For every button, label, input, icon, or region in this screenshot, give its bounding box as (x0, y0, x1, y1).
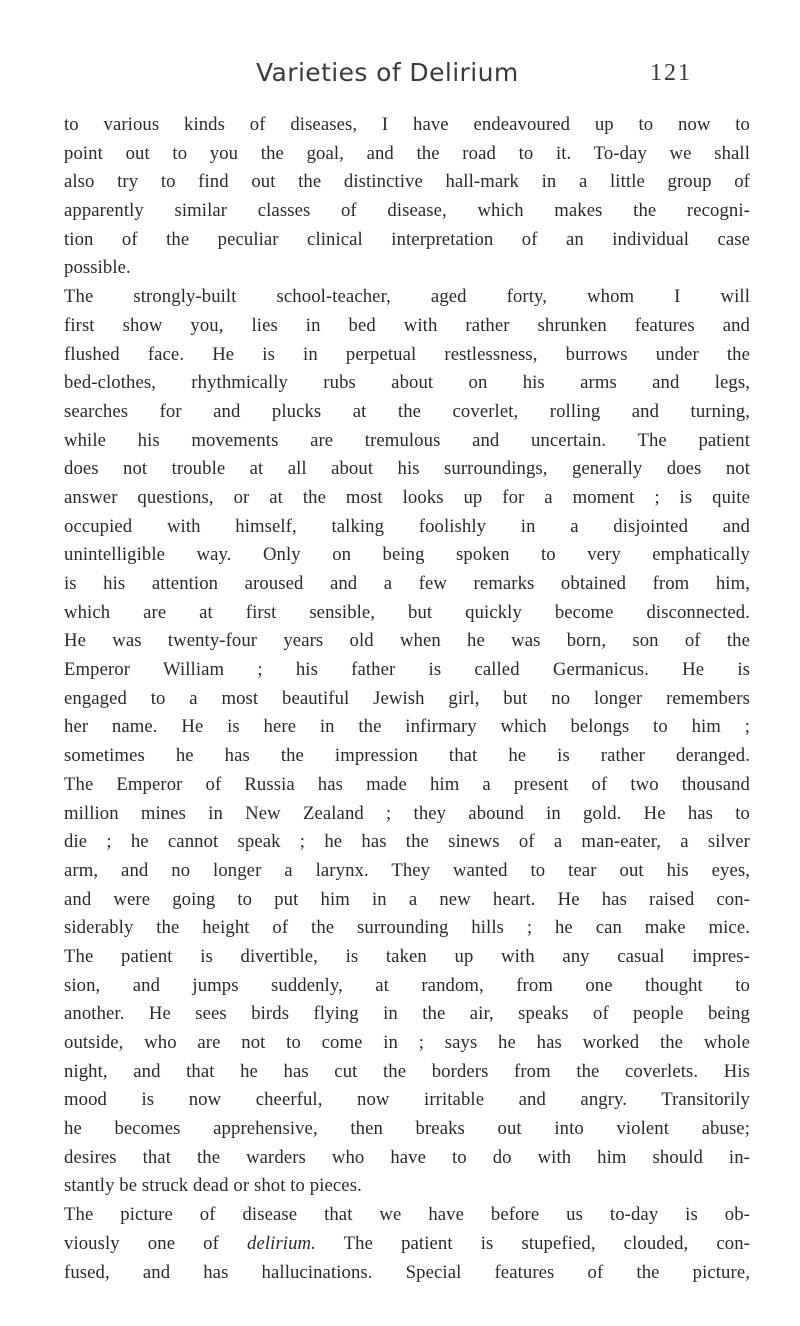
text-line: The strongly-built school-teacher, aged forty, whom I will (64, 286, 750, 308)
text-span: viously one of (64, 1232, 219, 1254)
text-line: another. He sees birds flying in the air, speaks of people being (64, 1003, 750, 1025)
text-line: fused, and has hallucinations. Special features of the picture, (64, 1261, 750, 1283)
text-line: desires that the warders who have to do with him should in- (64, 1146, 750, 1168)
text-line: siderably the height of the surrounding hills ; he can make mice. (64, 917, 750, 939)
text-line: is his attention aroused and a few remarks obtained from him, (64, 573, 750, 594)
text-line: night, and that he has cut the borders from the coverlets. His (64, 1060, 750, 1082)
text-line: to various kinds of diseases, I have endeavoured up to now to (64, 114, 750, 135)
text-line: sometimes he has the impression that he is rather deranged. (64, 745, 750, 767)
text-line: flushed face. He is in perpetual restlessness, burrows under the (64, 343, 750, 365)
running-head (0, 58, 800, 98)
page-number: 121 (650, 60, 692, 86)
text-line: possible. (64, 257, 131, 279)
text-line: arm, and no longer a larynx. They wanted to tear out his eyes, (64, 859, 750, 881)
text-span: The patient is stupefied, clouded, con- (343, 1232, 750, 1254)
text-line: million mines in New Zealand ; they abound in gold. He has to (64, 802, 750, 824)
running-title: Varieties of Delirium (256, 58, 519, 87)
text-line: engaged to a most beautiful Jewish girl, but no longer remembers (64, 687, 750, 709)
text-line: apparently similar classes of disease, which makes the recogni- (64, 200, 750, 222)
text-line: die ; he cannot speak ; he has the sinews of a man-eater, a silver (64, 831, 750, 853)
body-text (64, 111, 750, 1287)
text-line: tion of the peculiar clinical interpretation of an individual case (64, 228, 750, 250)
text-line: bed-clothes, rhythmically rubs about on his arms and legs, (64, 372, 750, 394)
text-line: point out to you the goal, and the road to it. To-day we shall (64, 142, 750, 164)
text-line: sion, and jumps suddenly, at random, from one thought to (64, 974, 750, 996)
text-line: he becomes apprehensive, then breaks out into violent abuse; (64, 1118, 750, 1140)
text-line: outside, who are not to come in ; says he has worked the whole (64, 1032, 750, 1053)
text-line: stantly be struck dead or shot to pieces. (64, 1175, 362, 1197)
text-line: first show you, lies in bed with rather shrunken features and (64, 314, 750, 336)
text-line: also try to find out the distinctive hall-mark in a little group of (64, 171, 750, 193)
text-line: Emperor William ; his father is called Germanicus. He is (64, 659, 750, 681)
text-line: while his movements are tremulous and uncertain. The patient (64, 429, 750, 451)
text-line: The Emperor of Russia has made him a present of two thousand (64, 773, 750, 795)
text-line: her name. He is here in the infirmary which belongs to him ; (64, 716, 750, 738)
text-line: answer questions, or at the most looks up for a moment ; is quite (64, 486, 750, 508)
text-line: He was twenty-four years old when he was born, son of the (64, 630, 750, 652)
text-line: and were going to put him in a new heart. He has raised con- (64, 888, 750, 910)
text-line: unintelligible way. Only on being spoken to very emphatically (64, 544, 750, 566)
text-line: occupied with himself, talking foolishly in a disjointed and (64, 515, 750, 537)
text-line-mixed (64, 1230, 750, 1259)
text-line: which are at first sensible, but quickly become disconnected. (64, 601, 750, 623)
text-line: The patient is divertible, is taken up with any casual impres- (64, 945, 750, 967)
text-line: searches for and plucks at the coverlet, rolling and turning, (64, 400, 750, 422)
italic-term: delirium. (247, 1232, 316, 1254)
text-line: does not trouble at all about his surroundings, generally does not (64, 458, 750, 480)
text-line: mood is now cheerful, now irritable and angry. Transitorily (64, 1089, 750, 1111)
text-line: The picture of disease that we have before us to-day is ob- (64, 1204, 750, 1226)
